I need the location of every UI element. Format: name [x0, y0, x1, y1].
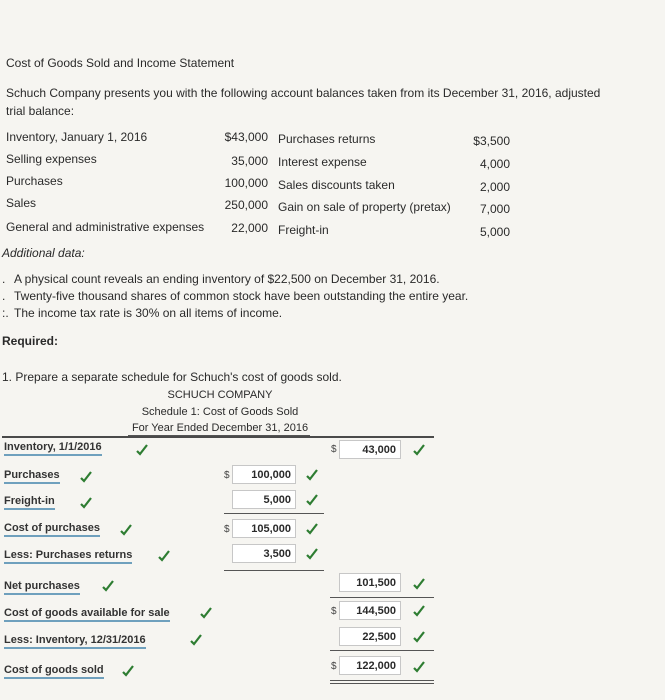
- row-label-cost-of-purchases: Cost of purchases: [4, 522, 100, 537]
- total-double-rule-bottom: [330, 683, 434, 684]
- row-label-purchases: Purchases: [4, 469, 60, 484]
- check-icon: [200, 607, 212, 619]
- dollar-sign: $: [331, 444, 337, 455]
- balance-label: Interest expense: [278, 155, 367, 169]
- row-label-purchases-returns: Less: Purchases returns: [4, 549, 132, 564]
- balance-value: 7,000: [479, 202, 510, 216]
- cost-of-goods-sold-input[interactable]: 122,000: [339, 656, 401, 675]
- balance-label: Sales discounts taken: [278, 178, 395, 192]
- ending-inventory-input[interactable]: 22,500: [339, 627, 401, 646]
- row-label-net-purchases: Net purchases: [4, 580, 80, 595]
- check-icon: [306, 494, 318, 506]
- check-icon: [413, 578, 425, 590]
- list-marker: .: [2, 289, 6, 303]
- question-text: 1. Prepare a separate schedule for Schuch's cost of goods sold.: [2, 370, 342, 384]
- total-double-rule-top: [330, 680, 434, 681]
- row-label-freight-in: Freight-in: [4, 495, 55, 510]
- check-icon: [80, 471, 92, 483]
- check-icon: [122, 665, 134, 677]
- subtotal-rule: [224, 513, 324, 514]
- check-icon: [306, 469, 318, 481]
- balance-value: 2,000: [479, 180, 510, 194]
- balance-label: General and administrative expenses: [6, 220, 205, 234]
- check-icon: [306, 523, 318, 535]
- dollar-sign: $: [331, 606, 337, 617]
- check-icon: [306, 548, 318, 560]
- check-icon: [120, 524, 132, 536]
- balance-value: 100,000: [224, 176, 268, 190]
- net-purchases-input[interactable]: 101,500: [339, 573, 401, 592]
- list-marker: :.: [2, 306, 9, 320]
- balance-value: $43,000: [224, 130, 268, 144]
- balance-value: 22,000: [231, 221, 268, 235]
- balance-label: Gain on sale of property (pretax): [278, 200, 451, 214]
- freight-in-amount-input[interactable]: 5,000: [232, 490, 296, 509]
- schedule-company: SCHUCH COMPANY: [167, 389, 273, 401]
- row-label-goods-available: Cost of goods available for sale: [4, 607, 170, 622]
- check-icon: [190, 634, 202, 646]
- check-icon: [102, 580, 114, 592]
- subtotal-rule: [330, 597, 434, 598]
- purchases-returns-input[interactable]: 3,500: [232, 544, 296, 563]
- balance-value: 5,000: [479, 225, 510, 239]
- problem-heading: Cost of Goods Sold and Income Statement: [6, 56, 235, 70]
- dollar-sign: $: [224, 470, 230, 481]
- balance-label: Selling expenses: [6, 152, 97, 166]
- subtotal-rule: [224, 570, 324, 571]
- balance-label: Purchases: [6, 174, 63, 188]
- check-icon: [413, 631, 425, 643]
- purchases-amount-input[interactable]: 100,000: [232, 465, 296, 484]
- subtotal-rule: [330, 650, 434, 651]
- intro-text-line1: Schuch Company presents you with the following account balances taken from its December 31, 2016, adjusted: [6, 86, 601, 100]
- check-icon: [158, 550, 170, 562]
- check-icon: [80, 497, 92, 509]
- schedule-top-rule: [2, 436, 434, 438]
- required-label: Required:: [2, 334, 59, 348]
- balance-label: Freight-in: [278, 223, 329, 237]
- list-marker: .: [2, 272, 6, 286]
- balance-value: 4,000: [479, 157, 510, 171]
- check-icon: [413, 661, 425, 673]
- intro-text-line2: trial balance:: [6, 104, 75, 118]
- check-icon: [413, 444, 425, 456]
- row-label-cost-of-goods-sold: Cost of goods sold: [4, 664, 104, 679]
- ending-amount-input[interactable]: 43,000: [339, 440, 401, 459]
- check-icon: [136, 444, 148, 456]
- balance-value: 250,000: [224, 198, 268, 212]
- cost-of-purchases-input[interactable]: 105,000: [232, 519, 296, 538]
- additional-item: A physical count reveals an ending inventory of $22,500 on December 31, 2016.: [14, 272, 440, 286]
- dollar-sign: $: [331, 661, 337, 672]
- row-label-inventory-ending: Less: Inventory, 12/31/2016: [4, 634, 146, 649]
- dollar-sign: $: [224, 524, 230, 535]
- balance-label: Sales: [6, 196, 37, 210]
- schedule-period: For Year Ended December 31, 2016: [131, 422, 309, 434]
- additional-item: The income tax rate is 30% on all items of income.: [14, 306, 283, 320]
- check-icon: [413, 605, 425, 617]
- balance-label: Inventory, January 1, 2016: [6, 130, 148, 144]
- goods-available-input[interactable]: 144,500: [339, 601, 401, 620]
- balance-label: Purchases returns: [278, 132, 376, 146]
- additional-data-label: Additional data:: [2, 246, 85, 260]
- additional-item: Twenty-five thousand shares of common stock have been outstanding the entire year.: [14, 289, 469, 303]
- balance-value: 35,000: [231, 154, 268, 168]
- row-label-inventory-beginning: Inventory, 1/1/2016: [4, 441, 102, 456]
- schedule-title: Schedule 1: Cost of Goods Sold: [141, 406, 299, 418]
- balance-value: $3,500: [473, 134, 510, 148]
